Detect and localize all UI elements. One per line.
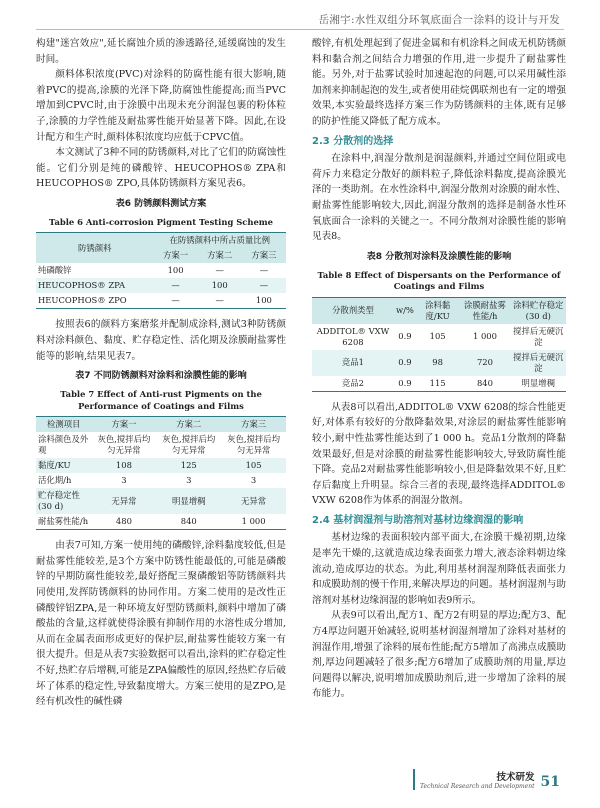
header-divider — [36, 29, 564, 30]
table-header: 防锈颜料 — [36, 233, 153, 264]
paragraph: 从表8可以看出,ADDITOL® VXW 6208的综合性能更好,对体系有较好的分散降黏效果,对涂层的耐盐雾性能影响较小,耐中性盐雾性能达到了1 000 h。竞品1分散剂的降黏效果最好,但是对涂膜的耐盐雾性能影响较大,导致防腐性能下降。竞品2对耐盐雾性能影响较小,但是降黏效果不好,且贮存后黏度上升明显。综合三者的表现,最终选择ADDITOL® VXW 6208作为体系的润湿分散剂。 — [312, 401, 566, 507]
paragraph: 由表7可知,方案一使用纯的磷酸锌,涂料黏度较低,但是耐盐雾性能较差,是3个方案中防锈性能最低的,可能是磷酸锌的早期防腐性能较差,最好搭配三聚磷酸铝等防锈颜料共同使用,发挥防锈颜料的协同作用。方案二使用的是改性正磷酸锌铝ZPA,是一种环境友好型防锈颜料,颜料中增加了磷酸盐的含量,这样就使得涂膜有抑制作用的水溶性成分增加,从而在金属表面形成更好的保护层,耐盐雾性能较方案一有很大提升。但是从表7实验数据可以看出,涂料的贮存稳定性不好,热贮存后增稠,可能是ZPA偏酸性的原因,经热贮存后破坏了体系的稳定性,导致黏度增大。方案三使用的是ZPO,是经有机改性的碱性磷 — [36, 540, 286, 708]
paragraph: 构建"迷宫效应",延长腐蚀介质的渗透路径,延缓腐蚀的发生时间。 — [36, 38, 286, 65]
table7 — [36, 416, 286, 530]
table-row: 竞品2 0.9 115 840 明显增稠 — [312, 376, 566, 392]
table8-caption-en: Table 8 Effect of Dispersants on the Performance of Coatings and Films — [317, 269, 561, 292]
table8 — [312, 297, 566, 392]
paragraph: 从表9可以看出,配方1、配方2有明显的厚边;配方3、配方4厚边问题开始减轻,说明基材润湿剂增加了涂料对基材的润湿作用,增强了涂料的展布性能;配方5增加了高沸点成膜助剂,厚边问题减轻了很多;配方6增加了成膜助剂的用量,厚边问题得以解决,说明增加成膜助剂后,进一步增加了涂料的展布能力。 — [312, 610, 566, 700]
table8-caption-cn: 表8 分散剂对涂料及涂膜性能的影响 — [366, 251, 512, 262]
section-heading: 2.3 分散剂的选择 — [312, 135, 394, 147]
paragraph: 酸锌,有机处理起到了促进金属和有机涂料之间成无机防锈颜料和黏合剂之间结合力增强的作用,进一步提升了耐盐雾性能。另外,对于盐雾试验时加速起泡的问题,可以采用碱性添加剂来抑制起泡的发生,或者使用硅烷偶联剂也有一定的增强效果,本实验最终选择方案三作为防锈颜料的主体,既有足够的防护性能又降低了配方成本。 — [312, 38, 566, 127]
paragraph: 本文测试了3种不同的防锈颜料,对比了它们的防腐蚀性能。它们分别是纯的磷酸锌、HEUCOPHOS® ZPA和HEUCOPHOS® ZPO,具体防锈颜料方案见表6。 — [36, 147, 286, 190]
table-row: ADDITOL® VXW 6208 0.9 105 1 000 搅拌后无硬沉淀 — [316, 325, 564, 347]
table-row: 贮存稳定性(30 d) 无异常 明显增稠 无异常 — [36, 488, 286, 514]
table-header: w/% — [394, 297, 416, 324]
table-row: 耐盐雾性能/h 480 840 1 000 — [36, 514, 286, 530]
table-header: 方案一 — [153, 248, 197, 263]
right-column — [312, 36, 566, 702]
table6-caption-en: Table 6 Anti-corrosion Pigment Testing Scheme — [49, 216, 273, 227]
table-row: 竞品1 0.9 98 720 搅拌后无硬沉淀 — [312, 350, 566, 376]
left-column — [36, 36, 286, 710]
table-header: 涂料黏度/KU — [416, 297, 460, 324]
running-title: 岳湘宇:水性双组分环氧底面合一涂料的设计与开发 — [318, 14, 560, 26]
table-header: 方案三 — [221, 417, 286, 433]
page-number: 51 — [540, 774, 560, 790]
table-header: 涂料贮存稳定(30 d) — [511, 297, 566, 324]
table-header: 在防锈颜料中所占质量比例 — [153, 233, 286, 249]
table6 — [36, 232, 286, 309]
paragraph: 按照表6的颜料方案磨浆并配制成涂料,测试3种防锈颜料对涂料颜色、黏度、贮存稳定性、活化期及涂膜耐盐雾性能等的影响,结果见表7。 — [36, 319, 286, 362]
table-header: 方案一 — [92, 417, 157, 433]
table-header: 涂膜耐盐雾性能/h — [459, 297, 510, 324]
table7-caption-cn: 表7 不同防锈颜料对涂料和涂膜性能的影响 — [75, 371, 247, 382]
table-header: 方案三 — [242, 248, 286, 263]
table6-caption-cn: 表6 防锈颜料测试方案 — [115, 198, 207, 209]
table-row: HEUCOPHOS® ZPO — — 100 — [36, 293, 286, 309]
table-row: 纯磷酸锌 100 — — — [38, 265, 269, 276]
table-row: 黏度/KU 108 125 105 — [36, 458, 286, 473]
table-row: HEUCOPHOS® ZPA — 100 — — [36, 278, 286, 293]
paragraph: 在涂料中,润湿分散剂是润湿颜料,并通过空间位阻或电荷斥力来稳定分散好的颜料粒子,降低涂料黏度,提高涂膜光泽的一类助剂。在水性涂料中,润湿分散剂对涂膜的耐水性、耐盐雾性能影响较大,因此,润湿分散剂的选择是制备水性环氧底面合一涂料的关键之一。不同分散剂对涂膜性能的影响见表8。 — [312, 153, 566, 243]
journal-section-label: 技术研发 Technical Research and Development — [413, 769, 535, 790]
paragraph: 基材边缘的表面积较内部平面大,在涂膜干燥初期,边缘是率先干燥的,这就造成边缘表面张力增大,液态涂料朝边缘流动,造成厚边的状态。为此,利用基材润湿剂降低表面张力和成膜助剂的慢干作用,来解决厚边的问题。基材润湿剂与助溶剂对基材边缘润湿的影响如表9所示。 — [312, 532, 566, 606]
table-header: 分散剂类型 — [312, 297, 394, 324]
table-row: 活化期/h 3 3 3 — [38, 475, 257, 486]
table-header: 方案二 — [198, 248, 242, 263]
table7-caption-en: Table 7 Effect of Anti-rust Pigments on the Performance of Coatings and Films — [60, 389, 262, 411]
footer — [413, 769, 560, 790]
paragraph: 颜料体积浓度(PVC)对涂料的防腐性能有很大影响,随着PVC的提高,涂膜的光泽下降,防腐蚀性能提高;而当PVC增加到CPVC时,由于涂膜中出现未充分润湿包裹的粉体粒子,涂膜的力学性能及耐盐雾性能开始显著下降。因此,在设计配方和生产时,颜料体积浓度均应低于CPVC值。 — [36, 69, 286, 143]
table-header: 方案二 — [156, 417, 221, 433]
section-heading: 2.4 基材润湿剂与助溶剂对基材边缘润湿的影响 — [312, 514, 524, 526]
table-header: 检测项目 — [36, 417, 92, 433]
table-row: 涂料颜色及外观 灰色,搅拌后均匀无异常 灰色,搅拌后均匀无异常 灰色,搅拌后均匀无异常 — [38, 434, 281, 456]
